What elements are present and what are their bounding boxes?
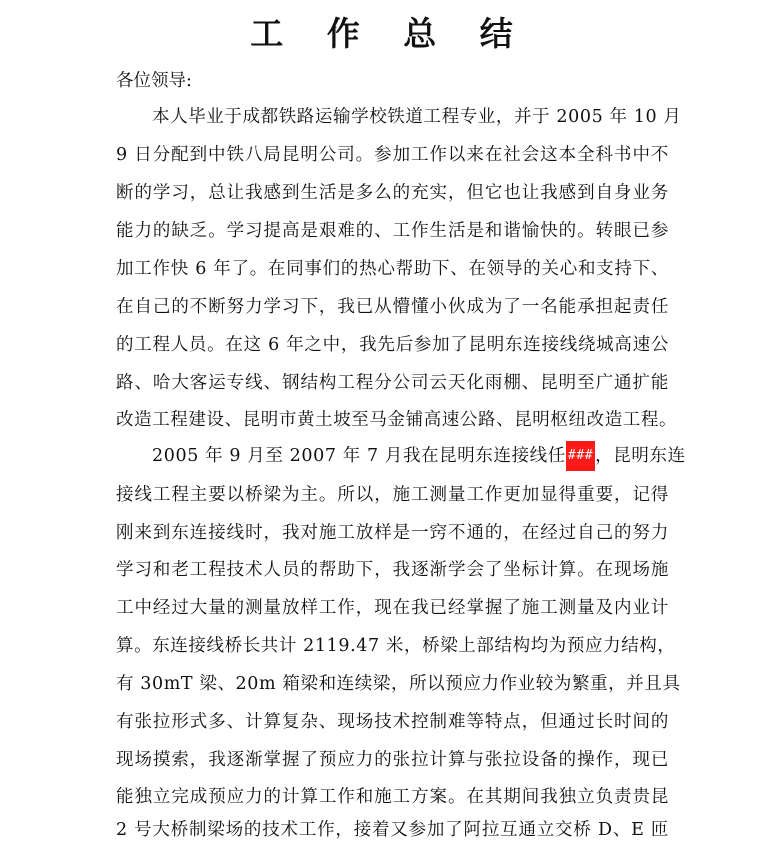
text-line: 断的学习，总让我感到生活是多么的充实，但它也让我感到自身业务 (116, 183, 669, 203)
text-segment: 2005 年 9 月至 2007 年 7 月我在昆明东连接线任 (152, 446, 566, 466)
redaction-mark: ### (566, 441, 595, 471)
text-line: 路、哈大客运专线、钢结构工程分公司云天化雨棚、昆明至广通扩能 (116, 373, 669, 393)
text-line: 的工程人员。在这 6 年之中，我先后参加了昆明东连接线绕城高速公 (116, 335, 669, 355)
text-line: 有 30mT 梁、20m 箱梁和连续梁，所以预应力作业较为繁重，并且具 (116, 674, 681, 694)
text-segment: ，昆明东连 (595, 446, 686, 466)
text-line: 加工作快 6 年了。在同事们的热心帮助下、在领导的关心和支持下、 (116, 259, 669, 279)
text-line: 在自己的不断努力学习下，我已从懵懂小伙成为了一名能承担起责任 (116, 297, 669, 317)
text-line: 能力的缺乏。学习提高是艰难的、工作生活是和谐愉快的。转眼已参 (116, 221, 669, 241)
text-line: 接线工程主要以桥梁为主。所以，施工测量工作更加显得重要，记得 (116, 485, 669, 505)
text-line-with-redaction (152, 441, 686, 471)
text-line: 2 号大桥制梁场的技术工作，接着又参加了阿拉互通立交桥 D、E 匝 (116, 820, 669, 840)
text-line: 学习和老工程技术人员的帮助下，我逐渐学会了坐标计算。在现场施 (116, 560, 669, 580)
document-title: 工 作 总 结 (250, 14, 529, 53)
text-line: 现场摸索，我逐渐掌握了预应力的张拉计算与张拉设备的操作，现已 (116, 750, 669, 770)
salutation: 各位领导: (116, 71, 192, 91)
text-line: 工中经过大量的测量放样工作，现在我已经掌握了施工测量及内业计 (116, 598, 669, 618)
text-line: 算。东连接线桥长共计 2119.47 米，桥梁上部结构均为预应力结构， (116, 636, 676, 656)
text-line: 能独立完成预应力的计算工作和施工方案。在其期间我独立负责贵昆 (116, 787, 669, 807)
text-line: 本人毕业于成都铁路运输学校铁道工程专业，并于 2005 年 10 月 (152, 107, 682, 127)
text-line: 有张拉形式多、计算复杂、现场技术控制难等特点，但通过长时间的 (116, 712, 669, 732)
text-line: 刚来到东连接线时，我对施工放样是一窍不通的，在经过自己的努力 (116, 523, 669, 543)
text-line: 改造工程建设、昆明市黄土坡至马金铺高速公路、昆明枢纽改造工程。 (116, 410, 678, 430)
text-line: 9 日分配到中铁八局昆明公司。参加工作以来在社会这本全科书中不 (116, 145, 669, 165)
